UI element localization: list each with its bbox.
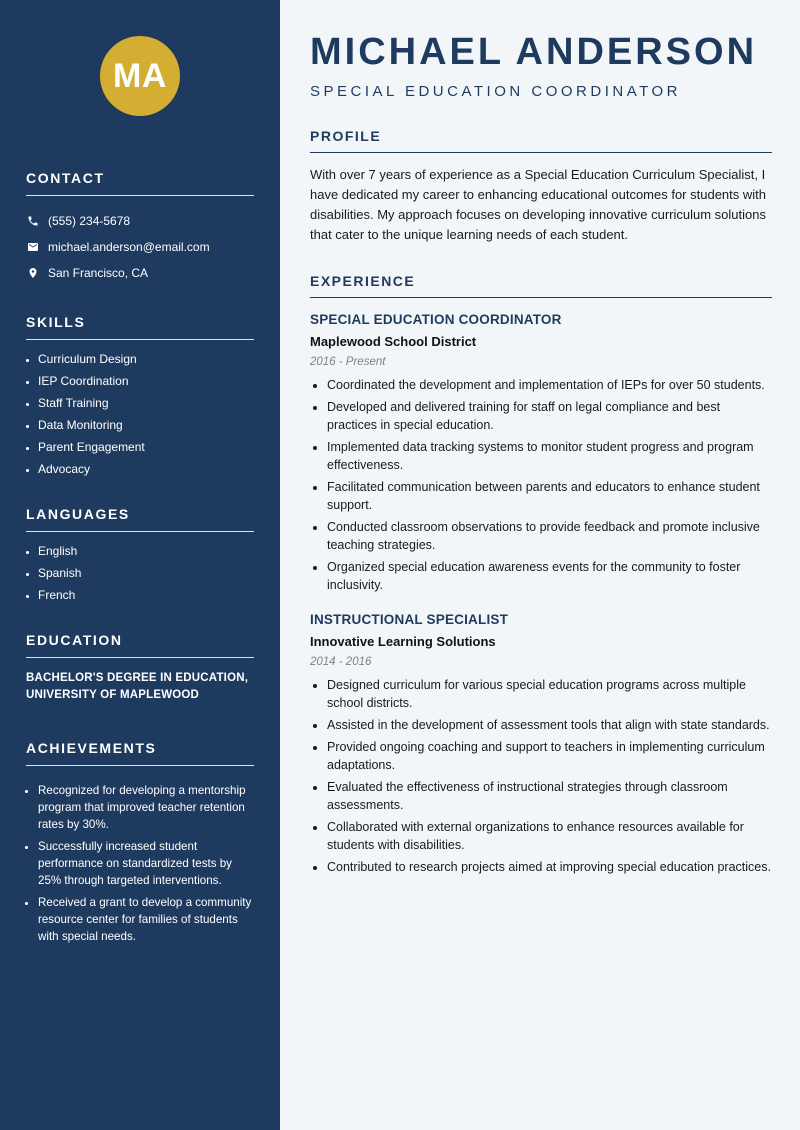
job-title-header: SPECIAL EDUCATION COORDINATOR [310, 83, 681, 100]
list-item: • Designed curriculum for various special education programs across multiple school districts. [327, 676, 772, 712]
job-entry [310, 612, 772, 876]
company-name: Maplewood School District [310, 334, 477, 349]
email-text[interactable]: michael.anderson@email.com [48, 240, 210, 254]
list-item: • Provided ongoing coaching and support to teachers in implementing curriculum adaptations. [327, 738, 772, 774]
contact-list [26, 208, 254, 286]
list-item: • Organized special education awareness events for the community to foster inclusivity. [327, 558, 772, 594]
list-item: • Curriculum Design [38, 352, 254, 374]
list-item: • English [38, 544, 254, 566]
job-title: SPECIAL EDUCATION COORDINATOR [310, 312, 562, 327]
list-item: • Evaluated the effectiveness of instructional strategies through classroom assessments. [327, 778, 772, 814]
skills-list [26, 352, 254, 484]
list-item: • IEP Coordination [38, 374, 254, 396]
list-item: • Facilitated communication between parents and educators to enhance student support. [327, 478, 772, 514]
avatar: MA [100, 36, 180, 116]
list-item: • Contributed to research projects aimed at improving special education practices. [327, 858, 772, 876]
achievements-heading: ACHIEVEMENTS [26, 740, 254, 766]
skills-heading: SKILLS [26, 314, 254, 340]
contact-heading: CONTACT [26, 170, 254, 196]
list-item: • Developed and delivered training for staff on legal compliance and best practices in special education. [327, 398, 772, 434]
list-item: • Assisted in the development of assessment tools that align with state standards. [327, 716, 772, 734]
candidate-name: MICHAEL ANDERSON [310, 31, 758, 73]
education-section [26, 632, 254, 704]
job-bullets [310, 376, 772, 594]
email-icon [26, 240, 40, 254]
phone-text: (555) 234-5678 [48, 214, 131, 228]
profile-section [310, 128, 772, 245]
contact-location [26, 260, 254, 286]
location-pin-icon [26, 266, 40, 280]
location-text: San Francisco, CA [48, 266, 149, 280]
list-item: • Coordinated the development and implementation of IEPs for over 50 students. [327, 376, 772, 394]
contact-email [26, 234, 254, 260]
achievements-section [26, 740, 254, 945]
achievements-list [26, 782, 254, 945]
experience-section [310, 273, 772, 876]
profile-text: With over 7 years of experience as a Special Education Curriculum Specialist, I have dedicated my career to enhancing educational outcomes for students with disabilities. My approach focuses on developing innovative curriculum solutions that cater to the unique learning needs of each student. [310, 167, 766, 242]
main-content [280, 0, 800, 1130]
list-item: • Recognized for developing a mentorship program that improved teacher retention rates by 30%. [38, 782, 254, 833]
list-item: • Collaborated with external organizations to enhance resources available for students with disabilities. [327, 818, 772, 854]
job-dates: 2014 - 2016 [310, 656, 372, 668]
profile-heading: PROFILE [310, 128, 772, 153]
list-item: • Successfully increased student performance on standardized tests by 25% through targeted interventions. [38, 838, 254, 889]
languages-section [26, 506, 254, 610]
languages-list [26, 544, 254, 610]
list-item: • French [38, 588, 254, 610]
company-name: Innovative Learning Solutions [310, 634, 496, 649]
list-item: • Parent Engagement [38, 440, 254, 462]
job-entry [310, 312, 772, 594]
sidebar [0, 0, 280, 1130]
languages-heading: LANGUAGES [26, 506, 254, 532]
education-heading: EDUCATION [26, 632, 254, 658]
job-dates: 2016 - Present [310, 356, 386, 368]
list-item: • Implemented data tracking systems to monitor student progress and program effectiveness. [327, 438, 772, 474]
list-item: • Received a grant to develop a community resource center for families of students with special needs. [38, 894, 254, 945]
skills-section [26, 314, 254, 484]
list-item: • Conducted classroom observations to provide feedback and promote inclusive teaching strategies. [327, 518, 772, 554]
list-item: • Advocacy [38, 462, 254, 484]
education-degree: BACHELOR'S DEGREE IN EDUCATION, UNIVERSITY OF MAPLEWOOD [26, 672, 249, 701]
list-item: • Staff Training [38, 396, 254, 418]
contact-phone [26, 208, 254, 234]
phone-icon [26, 214, 40, 228]
experience-heading: EXPERIENCE [310, 273, 772, 298]
list-item: • Data Monitoring [38, 418, 254, 440]
list-item: • Spanish [38, 566, 254, 588]
job-title: INSTRUCTIONAL SPECIALIST [310, 612, 509, 627]
job-bullets [310, 676, 772, 876]
contact-section [26, 170, 254, 286]
